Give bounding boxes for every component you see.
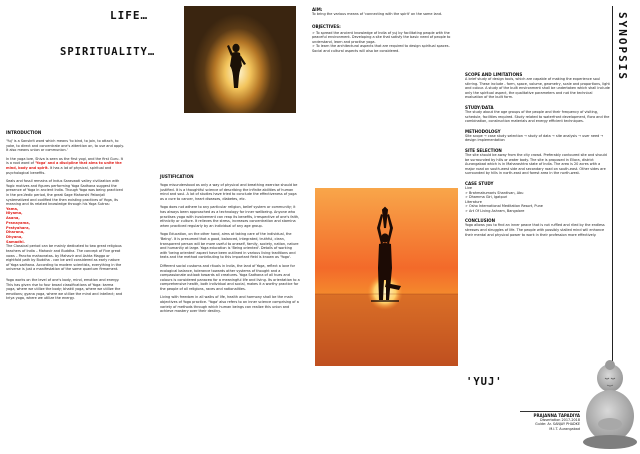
intro-paragraph-1: 'Yuj' is a Sanskrit word which means 'to bind, to join, to attach, to yoke, to direct and concentrate one's attention on, to use and apply. It also means union or communion.' bbox=[6, 139, 124, 153]
right-column bbox=[465, 72, 610, 237]
objectives-heading: OBJECTIVES: bbox=[312, 23, 341, 29]
footer-info bbox=[500, 413, 580, 431]
human-silhouette-icon bbox=[184, 6, 296, 113]
introduction-heading: INTRODUCTION bbox=[6, 130, 42, 135]
yoga-sunset-image bbox=[315, 188, 458, 366]
introduction-section bbox=[6, 130, 124, 301]
intro-paragraph-4: The Classical period can be mainly dedicated to two great religious teachers of India – Mahavir and Buddha. The concept of Five great vows – Pancha mahavratas- by Mahavir and Ashta Magga or eightfold path by Buddha - can be well considered as early nature of Yoga sadhana. According to modern scientists, everything in the universe is just a manifestation of the same quantum firmament. bbox=[6, 244, 122, 272]
justification-paragraph-1: Yoga misunderstood as only a way of physical and breathing exercise should be justified. It is a thoughtful science of describing the infinite abilities of human mind and soul. A lot of studies have tried to conclude the effectiveness of yoga as a cure to cancer, heart diseases, diabetes, etc. bbox=[160, 183, 298, 201]
synopsis-title: SYNOPSIS bbox=[616, 12, 629, 81]
intro-paragraph-5: Yoga works on the level of one's body, mind, emotion and energy. This has given rise to four broad classifications of Yoga: karma yoga, where we utilize the body; bhakti yoga, where we utilize the emotions; gyana yoga, where we utilize the mind and intellect; and kriya yoga, where we utilize the energy. bbox=[6, 277, 123, 301]
case-study-heading: CASE STUDY bbox=[465, 180, 494, 186]
limb-item: Asana, bbox=[6, 216, 20, 221]
aim-text: To bring the various means of 'connecting with the spirit' on the same land. bbox=[312, 12, 443, 16]
objectives-list bbox=[312, 31, 452, 54]
limb-item: Yama, bbox=[6, 206, 19, 211]
case-live-list bbox=[465, 191, 610, 200]
case-live-label: Live bbox=[465, 185, 473, 190]
methodology-heading: METHODOLOGY bbox=[465, 128, 501, 134]
scope-heading: SCOPE AND LIMITATIONS bbox=[465, 72, 523, 77]
intro-paragraph-2: In the yoga lore, Shiva is seen as the first yogi, and the first Guru. It is a root word of 'Yoga' and a discipline that aims to unite the mind, body and spirit. It has a lot of physical, spiritual and psychological benefits. bbox=[6, 156, 123, 175]
justification-paragraph-3: Yoga Education, on the other hand, aims at taking care of the individual, the 'Being'. It is presumed that a good, balanced, integrated, truthful, clean, transparent person will be more useful to oneself, family, society, nation, nature and humanity at large. Yoga education is 'Being oriented'. Details of working with 'being oriented' aspect have been outlined in various living traditions and texts and the method contributing to this important field is known as 'Yoga'. bbox=[160, 232, 299, 260]
conclusion-heading: CONCLUSION bbox=[465, 218, 496, 224]
title-spirituality: SPIRITUALITY… bbox=[60, 46, 156, 58]
limb-item: Pratyahara, bbox=[6, 225, 30, 230]
site-selection-text: The site should be away from the city crowd. Preferably contoured site and should be surrounded by hills or water body. The site is proposed in Ellora, district Aurangabad which is in Maharashtra state of India. The area is 20 acres with a major road on south-west side and secondary road on south-east. Other sides are surrounded by hills in north-east and forest area in the north-west. bbox=[465, 152, 607, 176]
limb-item: Dharana, bbox=[6, 230, 25, 235]
justification-paragraph-5: Living with freedom in all walks of life, health and harmony shall be the main objectives of Yoga practice. 'Yoga' also refers to an inner science comprising of a variety of methods through which human beings can realize this union and achieve mastery over their destiny. bbox=[160, 295, 299, 314]
scope-text: A brief study of design tools, which are capable of making the experience soul stirring. These include - form, space, volume, geometry, scale and proportions, light and colour. A study of the built environment shall be undertaken which shall include only the spiritual aspect, the qualitative parameters and not the technical evaluation of the built form. bbox=[465, 77, 610, 100]
aim-heading: AIM: bbox=[312, 7, 323, 12]
buddha-statue-image bbox=[582, 356, 638, 450]
title-life: LIFE… bbox=[110, 9, 149, 22]
intro-paragraph-3: Seals and fossil remains of Indus Saraswati valley civilization with Yogic motives and figures performing Yoga Sadhana suggest the presence of Yoga in ancient India. Though Yoga was being practiced in the pre-Vedic period, the great Sage Maharshi Patanjali systematized and codified the then existing practices of Yoga, its meaning and its related knowledge through his Yoga Sutras: bbox=[6, 179, 123, 207]
guide-label: Guide: Ar. SANJAY PHADKE bbox=[535, 422, 580, 427]
school-label: M.I.T. Aurangabad bbox=[549, 426, 580, 431]
limb-item: Dhyana, bbox=[6, 234, 23, 239]
case-item: ➢ Dhamma Giri, Igatpuri bbox=[465, 195, 610, 200]
limb-item: Niyama, bbox=[6, 211, 23, 216]
case-item: ➢ Art Of Living Ashram, Bangalore bbox=[465, 209, 610, 214]
justification-heading: JUSTIFICATION bbox=[160, 174, 194, 179]
case-item: ➢ Brahmakumaris Shantivan, Abu bbox=[465, 191, 610, 196]
conclusion-text: Yoga allows you to find an inner peace that is not ruffled and riled by the endless stresses and struggles of life. The people with possibly stalled mind will enhance their mental and physical power to work in their profession more effectively. bbox=[465, 223, 605, 237]
case-item: ➢ Osho International Meditation Resort, Pune bbox=[465, 204, 610, 209]
spiritual-glow-image bbox=[184, 6, 296, 113]
author-name: PRAJANNA TAPADIYA bbox=[533, 413, 580, 418]
objective-item: ➢ To learn the architectural aspects that are required to design spiritual spaces. Social and cultural aspects will also be considered. bbox=[312, 44, 452, 53]
aim-section bbox=[312, 7, 452, 54]
limb-item: Pranayama, bbox=[6, 220, 31, 225]
yuj-title: 'YUJ' bbox=[466, 376, 503, 388]
footer-divider bbox=[520, 411, 580, 412]
intro-highlight: 'Yoga' and a discipline that aims to unite the mind, body and spirit. bbox=[6, 161, 122, 170]
study-text: The study about the age groups of the people and their frequency of visiting, schedule, facilities required. Study related to waterfront development, flora and the combination, construction materials and energy efficient techniques. bbox=[465, 109, 610, 124]
site-selection-heading: SITE SELECTION bbox=[465, 147, 502, 153]
methodology-text: Site scope → case study selection → study of data → site analysis → user need → design implementation bbox=[465, 133, 604, 143]
buddha-icon bbox=[582, 356, 638, 450]
justification-paragraph-2: Yoga does not adhere to any particular religion, belief system or community; it has always been approached as a technology for inner wellbeing. Anyone who practises yoga with involvement can reap its benefits, irrespective of one's faith, ethnicity or culture. It relieves the stress, increases concentration and stamina when practiced regularly by an individual of any age group. bbox=[160, 205, 300, 228]
justification-section bbox=[160, 174, 300, 314]
case-literature-list bbox=[465, 204, 610, 213]
justification-paragraph-4: Different social customs and rituals in India, the land of Yoga, reflect a love for ecological balance, tolerance towards other systems of thought and a compassionate outlook towards all creatures. Yoga Sadhana of all hues and colours is considered panacea for a meaningful life and living. Its orientation to a comprehensive health, both individual and social, makes it a worthy practice for the people of all religions, races and nationalities. bbox=[160, 263, 300, 291]
study-heading: STUDY/DATA bbox=[465, 104, 494, 110]
yoga-limbs-list bbox=[6, 207, 124, 245]
case-literature-label: Literature bbox=[465, 199, 482, 204]
objective-item: ➢ To spread the ancient knowledge of India of yuj by facilitating people with the peaceful environment. Developing a site that satisfy the basic need of people to understand, learn and practise yoga. bbox=[312, 31, 452, 45]
dissertation-label: Dissertation 2017-2018 bbox=[539, 418, 580, 422]
limb-item: Samadhi. bbox=[6, 239, 25, 244]
